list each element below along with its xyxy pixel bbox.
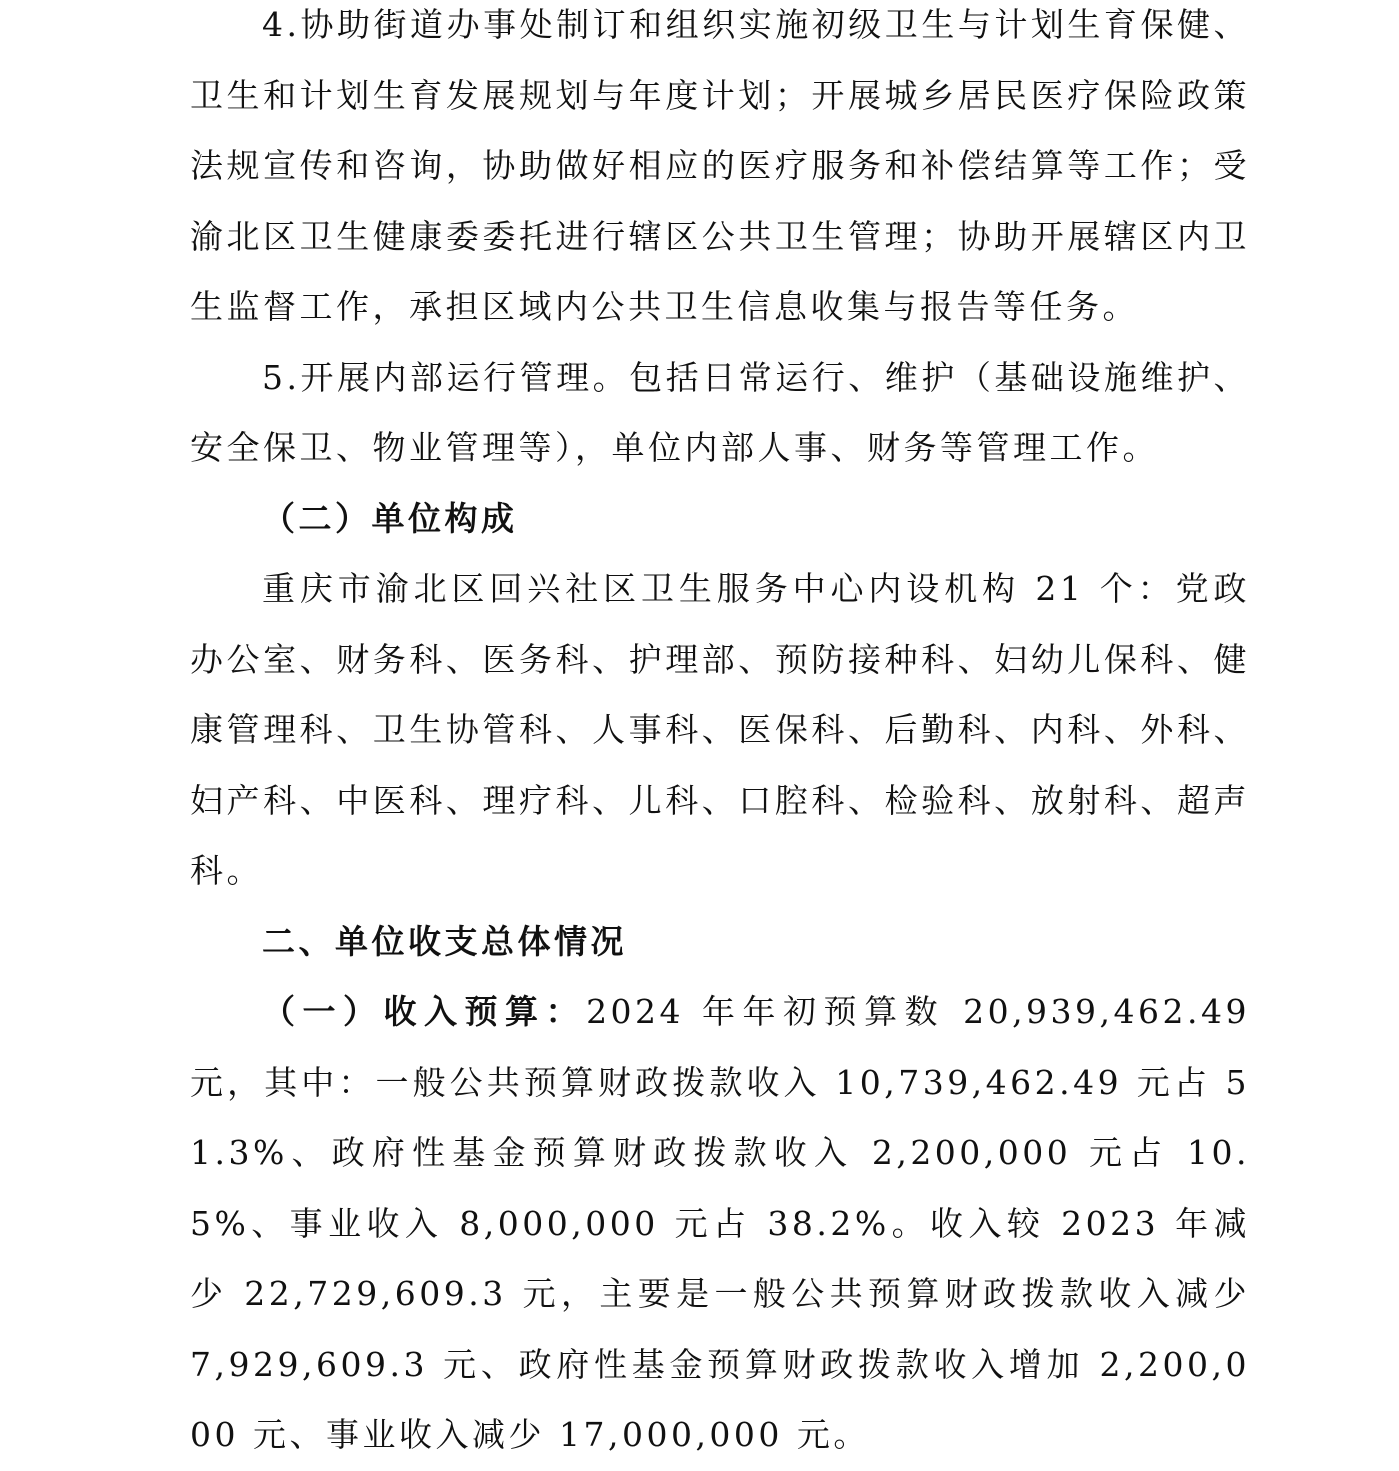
income-budget-lead: （一）收入预算： xyxy=(262,992,587,1031)
paragraph-item-5: 5.开展内部运行管理。包括日常运行、维护（基础设施维护、安全保卫、物业管理等），单位内部人事、财务等管理工作。 xyxy=(190,357,1250,467)
paragraph-income-budget xyxy=(190,977,1250,1471)
document-page xyxy=(190,0,1250,1471)
section-heading-budget-overview: 二、单位收支总体情况 xyxy=(262,921,627,961)
paragraph-item-4: 4.协助街道办事处制订和组织实施初级卫生与计划生育保健、卫生和计划生育发展规划与年度计划；开展城乡居民医疗保险政策法规宣传和咨询，协助做好相应的医疗服务和补偿结算等工作；受渝北区卫生健康委委托进行辖区公共卫生管理；协助开展辖区内卫生监督工作，承担区域内公共卫生信息收集与报告等任务。 xyxy=(190,5,1250,326)
section-heading-unit-composition: （二）单位构成 xyxy=(262,498,518,538)
paragraph-unit-composition: 重庆市渝北区回兴社区卫生服务中心内设机构 21 个：党政办公室、财务科、医务科、护理部、预防接种科、妇幼儿保科、健康管理科、卫生协管科、人事科、医保科、后勤科、内科、外科、妇产科、中医科、理疗科、儿科、口腔科、检验科、放射科、超声科。 xyxy=(190,569,1250,890)
income-budget-body: 2024 年年初预算数 20,939,462.49 元，其中：一般公共预算财政拨款收入 10,739,462.49 元占 51.3%、政府性基金预算财政拨款收入 2,200,000 元占 10.5%、事业收入 8,000,000 元占 38.2%。收入较 2023 年减少 22,729,609.3 元，主要是一般公共预算财政拨款收入减少 7,929,609.3 元、政府性基金预算财政拨款收入增加 2,200,000 元、事业收入减少 17,000,000 元。 xyxy=(190,992,1251,1454)
